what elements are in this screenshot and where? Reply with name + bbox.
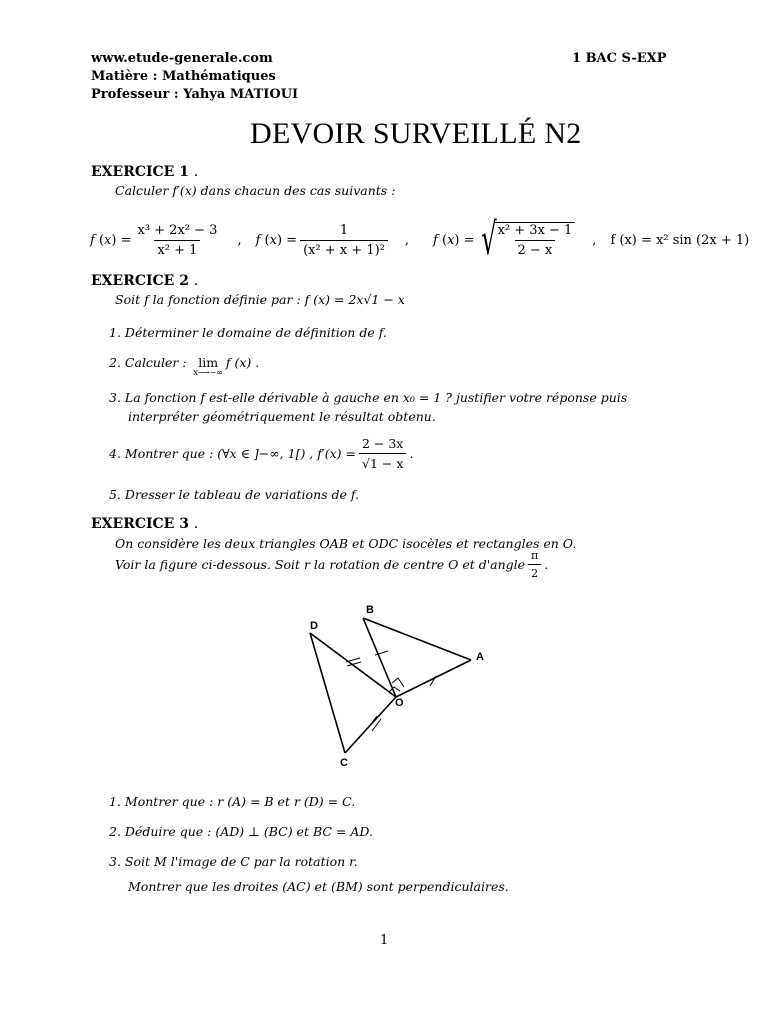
label-o: O xyxy=(395,697,404,709)
ex2-item-3-cont: interpréter géométriquement le résultat obtenu. xyxy=(128,409,436,424)
label-c: C xyxy=(340,757,348,769)
subject-line: Matière : Mathématiques xyxy=(91,69,276,84)
ex2-item-3: 3. La fonction f est-elle dérivable à gauche en x₀ = 1 ? justifier votre réponse puis xyxy=(109,390,628,405)
f1-fraction: $\frac{\text{x³ + 2x² − 3}}{\text{x² + 1}}$ xyxy=(137,222,218,258)
ex2-item-4: 4. Montrer que : (∀x ∈ ]−∞, 1[) , f′(x) = $\frac{2 - 3x}{√1 - x}$ . xyxy=(109,436,414,471)
label-b: B xyxy=(366,604,374,616)
exercise-2-intro: Soit f la fonction définie par : f (x) = 2x√1 − x xyxy=(115,292,405,307)
exercise-3-line1: On considère les deux triangles OAB et ODC isocèles et rectangles en O. xyxy=(115,536,577,551)
label-d: D xyxy=(310,620,318,632)
ex2-item-5: 5. Dresser le tableau de variations de f. xyxy=(109,487,360,502)
label-a: A xyxy=(476,651,484,663)
f2-fraction: $\frac{1}{\text{(x² + x + 1)²}}$ xyxy=(300,223,388,258)
ex3-item-3: 3. Soit M l'image de C par la rotation r. xyxy=(109,854,358,869)
angle-fraction: $\frac{\pi}{2}$ xyxy=(528,549,541,580)
exercise-1-instruction: Calculer f′(x) dans chacun des cas suivants : xyxy=(115,183,396,198)
exercise-2-heading: EXERCICE 2 . xyxy=(91,273,199,289)
page-title: DEVOIR SURVEILLÉ N2 xyxy=(250,117,582,150)
ex3-item-3-cont: Montrer que les droites (AC) et (BM) sont perpendiculaires. xyxy=(128,879,509,894)
f3-fraction: $\frac{\text{x² + 3x − 1}}{2 - x}$ xyxy=(495,222,576,258)
derivative-fraction: $\frac{2 - 3x}{√1 - x}$ xyxy=(359,436,406,471)
limit-operator: lim x⟶−∞ xyxy=(193,355,223,377)
ex2-item-2: 2. Calculer : lim x⟶−∞ f (x) . xyxy=(109,355,260,377)
exercise-3-heading: EXERCICE 3 . xyxy=(91,516,199,532)
f4-expression: f (x) = x² sin (2x + 1) xyxy=(610,232,750,248)
equal-length-ticks xyxy=(346,651,436,731)
ex3-item-1: 1. Montrer que : r (A) = B et r (D) = C. xyxy=(109,794,356,809)
website-url: www.etude-generale.com xyxy=(91,51,273,66)
segment-dc xyxy=(310,633,345,753)
class-level: 1 BAC S-EXP xyxy=(572,51,667,66)
triangles-figure xyxy=(290,598,500,773)
ex3-item-2: 2. Déduire que : (AD) ⊥ (BC) et BC = AD. xyxy=(109,824,373,839)
sqrt-symbol: √ xyxy=(480,214,497,265)
teacher-line: Professeur : Yahya MATIOUI xyxy=(91,87,299,102)
exercise-1-functions: f (x) = $\frac{\text{x³ + 2x² − 3}}{\text{x² + 1}}$ , f (x) = $\frac{1}{\text{(x² + x + 1)²}}$ , f (x) = √ $\frac{\text{x² + 3x − 1}}{2 - x}$ , f (x) = x² sin (2x + 1) xyxy=(90,214,750,265)
ex2-item-1: 1. Déterminer le domaine de définition de f. xyxy=(109,325,387,340)
page-number: 1 xyxy=(380,933,389,948)
exercise-1-heading: EXERCICE 1 . xyxy=(91,164,199,180)
segment-ao xyxy=(396,660,471,697)
exercise-3-line2: Voir la figure ci-dessous. Soit r la rotation de centre O et d'angle $\frac{\pi}{2}$ . xyxy=(115,549,549,580)
